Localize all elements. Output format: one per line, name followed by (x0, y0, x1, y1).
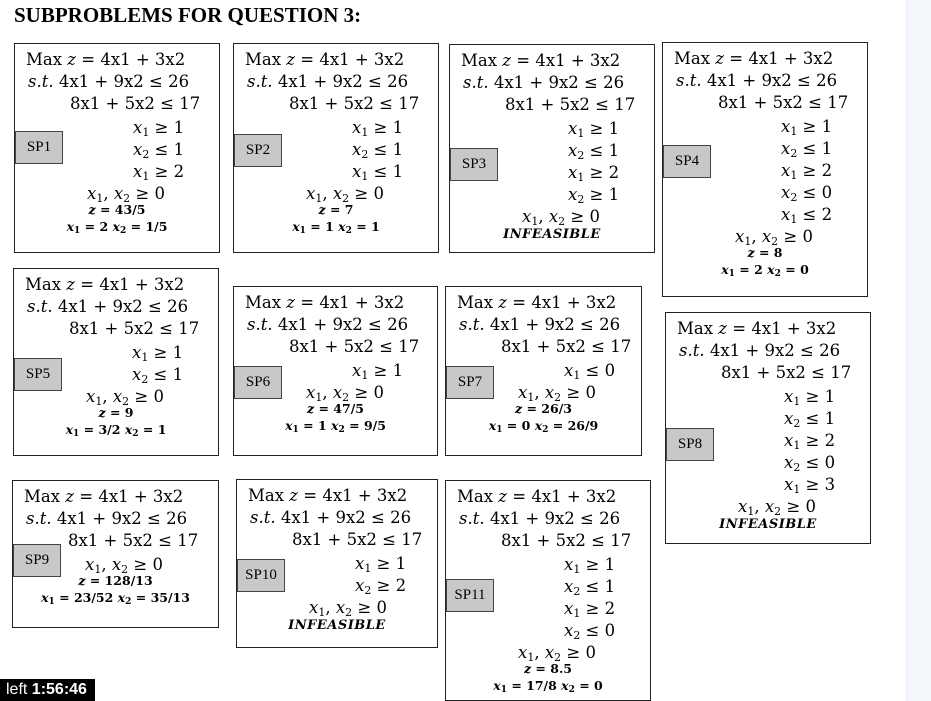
constraint-line: s.t. 4x1 + 9x2 ≤ 26 (459, 315, 621, 334)
objective-line: Max z = 4x1 + 3x2 (674, 49, 834, 68)
objective-line: Max z = 4x1 + 3x2 (248, 486, 408, 505)
branch-constraint-line: $x_1 \ge 1$ (568, 119, 620, 140)
objective-line: Max z = 4x1 + 3x2 (461, 51, 621, 70)
subproblem-box-sp7 (445, 286, 642, 456)
subproblem-label-sp9: SP9 (13, 544, 61, 577)
solution-values: $x_1 = 17/8$ $x_2 = 0$ (493, 678, 603, 695)
constraint-line: 8x1 + 5x2 ≤ 17 (289, 94, 420, 113)
nonnegativity-line: $x_1$, $x_2 \ge 0$ (522, 207, 600, 228)
branch-constraint-line: $x_2 \le 1$ (352, 140, 404, 161)
solution-values: $x_1 = 3/2$ $x_2 = 1$ (65, 422, 167, 439)
objective-value: z = 7 (318, 202, 354, 217)
subproblem-label-sp5: SP5 (14, 358, 62, 391)
time-remaining-badge (0, 679, 95, 701)
constraint-line: 8x1 + 5x2 ≤ 17 (70, 94, 201, 113)
objective-line: Max z = 4x1 + 3x2 (24, 487, 184, 506)
scrollbar-track[interactable] (906, 0, 931, 701)
constraint-line: 8x1 + 5x2 ≤ 17 (505, 95, 636, 114)
subproblem-label-sp10: SP10 (237, 559, 285, 592)
nonnegativity-line: $x_1$, $x_2 \ge 0$ (518, 643, 596, 664)
infeasible-label: INFEASIBLE (288, 618, 386, 633)
constraint-line: s.t. 4x1 + 9x2 ≤ 26 (459, 509, 621, 528)
subproblem-box-sp5 (13, 268, 219, 456)
branch-constraint-line: $x_2 \le 1$ (568, 141, 620, 162)
branch-constraint-line: $x_1 \ge 2$ (568, 163, 620, 184)
constraint-line: 8x1 + 5x2 ≤ 17 (501, 337, 632, 356)
branch-constraint-line: $x_2 \ge 2$ (355, 576, 407, 597)
branch-constraint-line: $x_2 \le 1$ (564, 577, 616, 598)
subproblem-box-sp1 (14, 43, 220, 253)
subproblem-label-sp11: SP11 (446, 579, 494, 612)
constraint-line: 8x1 + 5x2 ≤ 17 (68, 531, 199, 550)
branch-constraint-line: $x_2 \le 0$ (784, 453, 836, 474)
constraint-line: 8x1 + 5x2 ≤ 17 (289, 337, 420, 356)
constraint-line: s.t. 4x1 + 9x2 ≤ 26 (28, 72, 190, 91)
solution-values: $x_1 = 2$ $x_2 = 0$ (721, 262, 809, 279)
branch-constraint-line: $x_1 \ge 1$ (781, 117, 833, 138)
nonnegativity-line: $x_1$, $x_2 \ge 0$ (518, 383, 596, 404)
nonnegativity-line: $x_1$, $x_2 \ge 0$ (306, 383, 384, 404)
objective-line: Max z = 4x1 + 3x2 (245, 293, 405, 312)
subproblem-box-sp10 (236, 479, 438, 648)
branch-constraint-line: $x_1 \ge 1$ (784, 387, 836, 408)
subproblem-label-sp1: SP1 (15, 131, 63, 164)
constraint-line: 8x1 + 5x2 ≤ 17 (292, 530, 423, 549)
timer-prefix: left (6, 681, 28, 698)
timer-value: 1:56:46 (31, 681, 87, 698)
constraint-line: s.t. 4x1 + 9x2 ≤ 26 (27, 297, 189, 316)
objective-value: z = 128/13 (78, 573, 153, 588)
branch-constraint-line: $x_2 \le 1$ (132, 365, 184, 386)
subproblem-box-sp4 (662, 42, 868, 297)
subproblem-box-sp9 (12, 480, 219, 628)
nonnegativity-line: $x_1$, $x_2 \ge 0$ (738, 497, 816, 518)
branch-constraint-line: $x_2 \ge 1$ (568, 185, 620, 206)
branch-constraint-line: $x_1 \ge 1$ (133, 118, 185, 139)
constraint-line: 8x1 + 5x2 ≤ 17 (718, 93, 849, 112)
constraint-line: s.t. 4x1 + 9x2 ≤ 26 (463, 73, 625, 92)
subproblem-label-sp2: SP2 (234, 134, 282, 167)
subproblem-box-sp3 (449, 44, 655, 253)
nonnegativity-line: $x_1$, $x_2 \ge 0$ (735, 227, 813, 248)
constraint-line: s.t. 4x1 + 9x2 ≤ 26 (247, 315, 409, 334)
branch-constraint-line: $x_1 \le 2$ (781, 205, 833, 226)
branch-constraint-line: $x_2 \le 1$ (784, 409, 836, 430)
objective-value: z = 8.5 (523, 661, 573, 676)
constraint-line: 8x1 + 5x2 ≤ 17 (69, 319, 200, 338)
constraint-line: s.t. 4x1 + 9x2 ≤ 26 (679, 341, 841, 360)
solution-values: $x_1 = 1$ $x_2 = 1$ (292, 219, 380, 236)
branch-constraint-line: $x_2 \le 0$ (564, 621, 616, 642)
subproblem-label-sp8: SP8 (666, 428, 714, 461)
page-title: SUBPROBLEMS FOR QUESTION 3: (14, 3, 362, 27)
constraint-line: 8x1 + 5x2 ≤ 17 (501, 531, 632, 550)
constraint-line: s.t. 4x1 + 9x2 ≤ 26 (247, 72, 409, 91)
branch-constraint-line: $x_1 \ge 1$ (352, 118, 404, 139)
solution-values: $x_1 = 23/52$ $x_2 = 35/13$ (41, 590, 190, 607)
objective-line: Max z = 4x1 + 3x2 (25, 275, 185, 294)
subproblem-label-sp4: SP4 (663, 145, 711, 178)
subproblem-box-sp6 (233, 286, 438, 456)
branch-constraint-line: $x_1 \ge 2$ (564, 599, 616, 620)
nonnegativity-line: $x_1$, $x_2 \ge 0$ (85, 555, 163, 576)
subproblem-box-sp8 (665, 312, 871, 544)
subproblem-box-sp11 (445, 480, 651, 701)
objective-value: z = 8 (747, 245, 783, 260)
infeasible-label: INFEASIBLE (503, 227, 601, 242)
objective-line: Max z = 4x1 + 3x2 (457, 293, 617, 312)
constraint-line: 8x1 + 5x2 ≤ 17 (721, 363, 852, 382)
solution-values: $x_1 = 1$ $x_2 = 9/5$ (285, 418, 386, 435)
subproblem-box-sp2 (233, 43, 439, 253)
objective-value: z = 43/5 (88, 202, 146, 217)
branch-constraint-line: $x_1 \ge 1$ (132, 343, 184, 364)
branch-constraint-line: $x_1 \ge 2$ (133, 162, 185, 183)
solution-values: $x_1 = 2$ $x_2 = 1/5$ (66, 219, 168, 236)
objective-line: Max z = 4x1 + 3x2 (677, 319, 837, 338)
branch-constraint-line: $x_1 \ge 1$ (355, 554, 407, 575)
objective-value: z = 26/3 (515, 401, 572, 416)
constraint-line: s.t. 4x1 + 9x2 ≤ 26 (26, 509, 188, 528)
nonnegativity-line: $x_1$, $x_2 \ge 0$ (309, 598, 387, 619)
branch-constraint-line: $x_2 \le 0$ (781, 183, 833, 204)
branch-constraint-line: $x_2 \le 1$ (781, 139, 833, 160)
nonnegativity-line: $x_1$, $x_2 \ge 0$ (86, 387, 164, 408)
objective-value: z = 47/5 (307, 401, 364, 416)
subproblem-label-sp3: SP3 (450, 148, 498, 181)
constraint-line: s.t. 4x1 + 9x2 ≤ 26 (676, 71, 838, 90)
branch-constraint-line: $x_2 \le 1$ (133, 140, 185, 161)
objective-value: z = 9 (98, 405, 134, 420)
nonnegativity-line: $x_1$, $x_2 \ge 0$ (87, 184, 165, 205)
solution-values: $x_1 = 0$ $x_2 = 26/9$ (488, 418, 599, 435)
infeasible-label: INFEASIBLE (719, 517, 817, 532)
objective-line: Max z = 4x1 + 3x2 (457, 487, 617, 506)
objective-line: Max z = 4x1 + 3x2 (245, 50, 405, 69)
objective-line: Max z = 4x1 + 3x2 (26, 50, 186, 69)
branch-constraint-line: $x_1 \le 1$ (352, 162, 404, 183)
constraint-line: s.t. 4x1 + 9x2 ≤ 26 (250, 508, 412, 527)
branch-constraint-line: $x_1 \ge 2$ (781, 161, 833, 182)
nonnegativity-line: $x_1$, $x_2 \ge 0$ (306, 184, 384, 205)
branch-constraint-line: $x_1 \ge 3$ (784, 475, 836, 496)
branch-constraint-line: $x_1 \le 0$ (564, 361, 616, 382)
branch-constraint-line: $x_1 \ge 1$ (564, 555, 616, 576)
subproblem-label-sp6: SP6 (234, 366, 282, 399)
subproblem-label-sp7: SP7 (446, 366, 494, 399)
branch-constraint-line: $x_1 \ge 1$ (352, 361, 404, 382)
branch-constraint-line: $x_1 \ge 2$ (784, 431, 836, 452)
